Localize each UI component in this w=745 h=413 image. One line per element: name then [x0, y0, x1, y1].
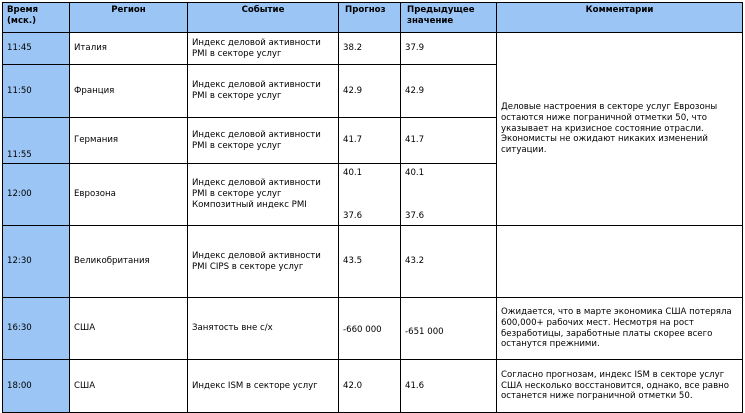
previous-cell: 41.6: [401, 360, 497, 413]
forecast-value-services: 40.1: [343, 167, 363, 178]
forecast-cell: 42.0: [339, 360, 401, 413]
region-cell: Италия: [70, 33, 188, 65]
time-cell: 11:50: [3, 65, 70, 118]
previous-cell: 41.7: [401, 118, 497, 164]
time-cell: 18:00: [3, 360, 70, 413]
table-row: [3, 298, 743, 360]
event-cell: Индекс деловой активности PMI в секторе услуг: [188, 33, 339, 65]
previous-value-composite: 37.6: [405, 210, 425, 221]
comment-cell-us-payrolls: Ожидается, что в марте экономика США потеряла 600,000+ рабочих мест. Несмотря на рост безработицы, заработные платы скорее всего останутся прежними.: [497, 298, 743, 360]
forecast-cell: 42.9: [339, 65, 401, 118]
header-comments: Комментарии: [497, 3, 743, 33]
forecast-cell: 43.5: [339, 226, 401, 298]
region-cell: США: [70, 360, 188, 413]
previous-cell: 43.2: [401, 226, 497, 298]
previous-cell: -651 000: [401, 298, 497, 360]
table-row: [3, 360, 743, 413]
time-cell: 12:00: [3, 164, 70, 226]
event-cell: Индекс ISM в секторе услуг: [188, 360, 339, 413]
region-cell: Франция: [70, 65, 188, 118]
previous-value-services: 40.1: [405, 167, 425, 178]
comment-cell-eurozone: Деловые настроения в секторе услуг Еврозоны остаются ниже пограничной отметки 50, что указывает на кризисное состояние отрасли. Экономисты не ожидают никаких изменений ситуации.: [497, 33, 743, 226]
comment-cell-us-ism: Согласно прогнозам, индекс ISM в секторе услуг США несколько восстановится, однако, все равно останется ниже пограничной отметки 50.: [497, 360, 743, 413]
forecast-cell: 38.2: [339, 33, 401, 65]
region-cell: США: [70, 298, 188, 360]
event-cell: Индекс деловой активности PMI в секторе услуг: [188, 118, 339, 164]
previous-cell: [401, 164, 497, 226]
economic-calendar-table: [2, 2, 743, 413]
previous-cell: 42.9: [401, 65, 497, 118]
header-event: Событие: [188, 3, 339, 33]
event-cell: Индекс деловой активности PMI в секторе услуг: [188, 65, 339, 118]
header-region: Регион: [70, 3, 188, 33]
header-row: [3, 3, 743, 33]
table-row: [3, 226, 743, 298]
time-cell: 12:30: [3, 226, 70, 298]
region-cell: Германия: [70, 118, 188, 164]
forecast-cell: [339, 164, 401, 226]
header-forecast: Прогноз: [339, 3, 401, 33]
header-time: Время (мск.): [3, 3, 70, 33]
region-cell: Великобритания: [70, 226, 188, 298]
forecast-cell: -660 000: [339, 298, 401, 360]
forecast-cell: 41.7: [339, 118, 401, 164]
comment-cell-empty: [497, 226, 743, 298]
time-cell: 11:55: [3, 118, 70, 164]
header-previous: Предыдущее значение: [401, 3, 497, 33]
time-cell: 11:45: [3, 33, 70, 65]
event-cell: Индекс деловой активности PMI в секторе услуг Композитный индекс PMI: [188, 164, 339, 226]
previous-cell: 37.9: [401, 33, 497, 65]
region-cell: Еврозона: [70, 164, 188, 226]
event-cell: Индекс деловой активности PMI CIPS в секторе услуг: [188, 226, 339, 298]
event-cell: Занятость вне с/х: [188, 298, 339, 360]
table-row: [3, 33, 743, 65]
time-cell: 16:30: [3, 298, 70, 360]
forecast-value-composite: 37.6: [343, 210, 363, 221]
